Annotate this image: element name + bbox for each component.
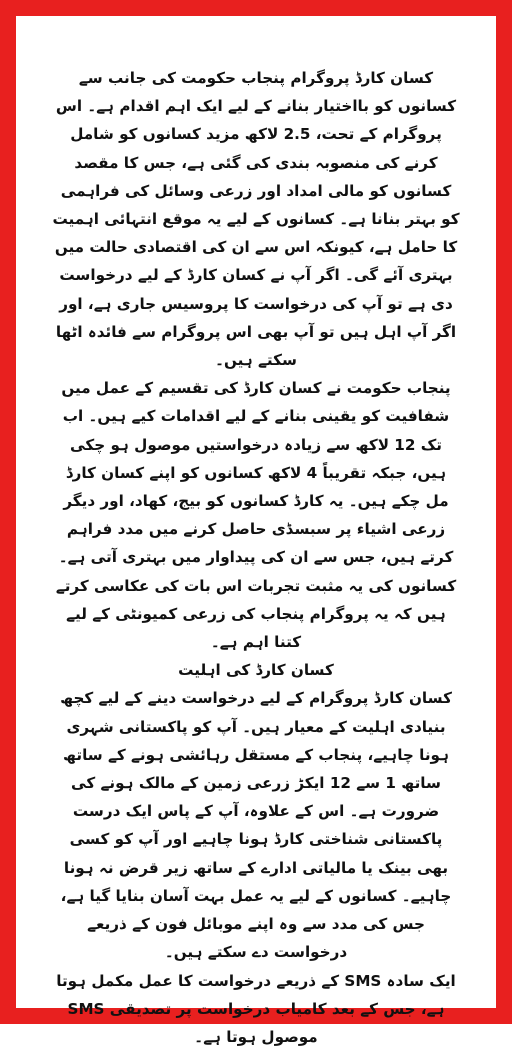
article-paragraph-eligibility: کسان کارڈ پروگرام کے لیے درخواست دینے کے لیے کچھ بنیادی اہلیت کے معیار ہیں۔ آپ کو پاکستانی شہری ہونا چاہیے، پنجاب کے مستقل رہائشی ہونے کے ساتھ ساتھ 1 سے 12 ایکڑ زرعی زمین کے مالک ہونے کی ضرورت ہے۔ اس کے علاوہ، آپ کے پاس ایک درست پاکستانی شناختی کارڈ ہونا چاہیے اور آپ کو کسی بھی بینک یا مالیاتی ادارے کے ساتھ زیر قرض نہ ہونا چاہیے۔ کسانوں کے لیے یہ عمل بہت آسان بنایا گیا ہے، جس کی مدد سے وہ اپنے موبائل فون کے ذریعے درخواست دے سکتے ہیں۔ [52, 684, 460, 966]
article-paragraph-sms: ایک سادہ SMS کے ذریعے درخواست کا عمل مکمل ہوتا ہے، جس کے بعد کامیاب درخواست پر تصدیقی SMS موصول ہوتا ہے۔ [52, 967, 460, 1051]
article-paragraph-intro: کسان کارڈ پروگرام پنجاب حکومت کی جانب سے کسانوں کو بااختیار بنانے کے لیے ایک اہم اقدام ہے۔ اس پروگرام کے تحت، 2.5 لاکھ مزید کسانوں کو شامل کرنے کی منصوبہ بندی کی گئی ہے، جس کا مقصد کسانوں کو مالی امداد اور زرعی وسائل کی فراہمی کو بہتر بنانا ہے۔ کسانوں کے لیے یہ موقع انتہائی اہمیت کا حامل ہے، کیونکہ اس سے ان کی اقتصادی حالت میں بہتری آئے گی۔ اگر آپ نے کسان کارڈ کے لیے درخواست دی ہے تو آپ کی درخواست کا پروسیس جاری ہے، اور اگر آپ اہل ہیں تو آپ بھی اس پروگرام سے فائدہ اٹھا سکتے ہیں۔ [52, 64, 460, 374]
article-body [52, 64, 460, 958]
section-heading-eligibility: کسان کارڈ کی اہلیت [52, 656, 460, 684]
article-paragraph-transparency: پنجاب حکومت نے کسان کارڈ کی تقسیم کے عمل میں شفافیت کو یقینی بنانے کے لیے اقدامات کیے ہیں۔ اب تک 12 لاکھ سے زیادہ درخواستیں موصول ہو چکی ہیں، جبکہ تقریباً 4 لاکھ کسانوں کو اپنے کسان کارڈ مل چکے ہیں۔ یہ کارڈ کسانوں کو بیج، کھاد، اور دیگر زرعی اشیاء پر سبسڈی حاصل کرنے میں مدد فراہم کرتے ہیں، جس سے ان کی پیداوار میں بہتری آتی ہے۔ کسانوں کی یہ مثبت تجربات اس بات کی عکاسی کرتے ہیں کہ یہ پروگرام پنجاب کی زرعی کمیونٹی کے لیے کتنا اہم ہے۔ [52, 374, 460, 656]
